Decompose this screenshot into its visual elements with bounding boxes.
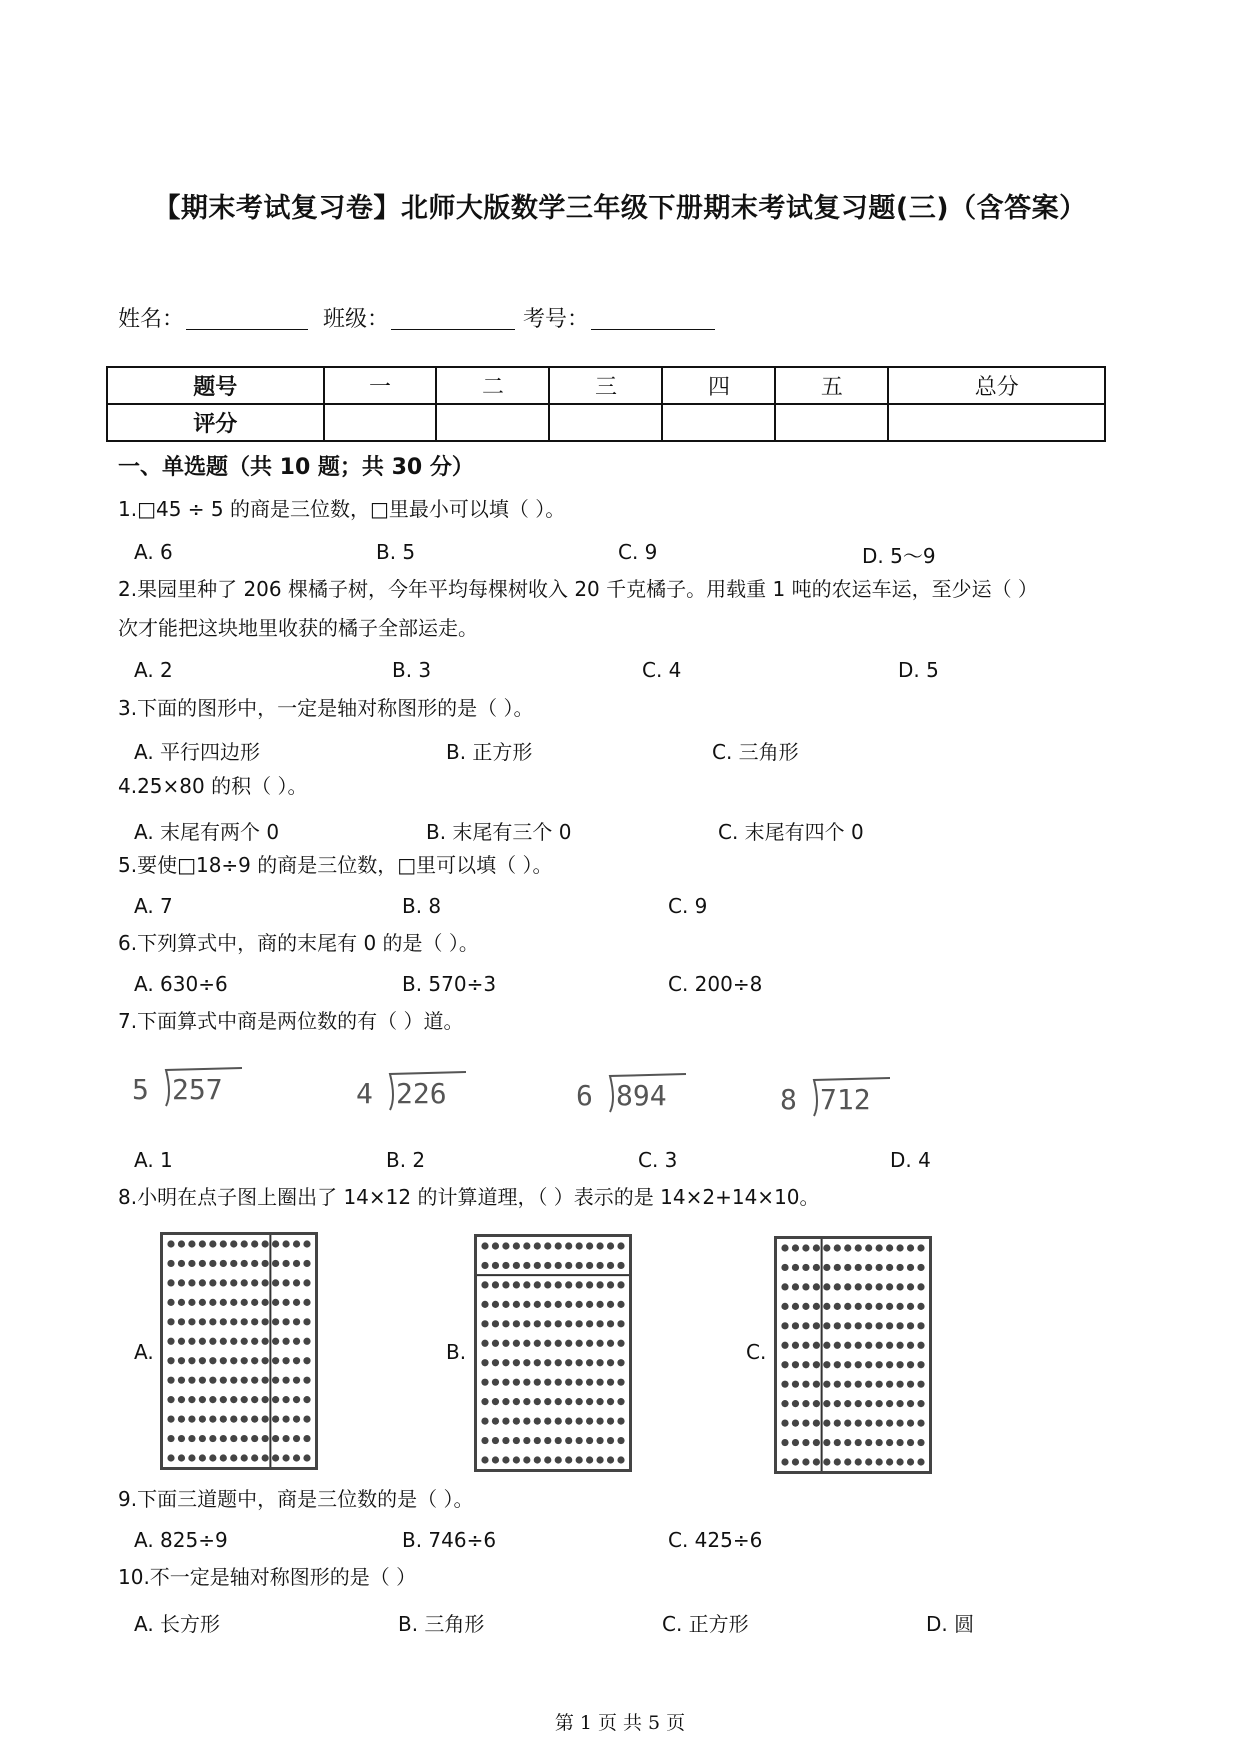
option[interactable]: A. 630÷6 xyxy=(134,972,228,996)
option[interactable]: D. 4 xyxy=(890,1148,931,1172)
option[interactable]: A. 825÷9 xyxy=(134,1528,228,1552)
option[interactable]: C. 425÷6 xyxy=(668,1528,763,1552)
option[interactable]: C. 9 xyxy=(618,540,658,564)
question-7: 7.下面算式中商是两位数的有（ ）道。 xyxy=(118,1009,464,1033)
option[interactable]: C. xyxy=(746,1340,767,1364)
dividend: 712 xyxy=(820,1083,871,1116)
score-input-cell[interactable] xyxy=(888,404,1105,441)
class-blank[interactable] xyxy=(391,307,515,330)
divisor: 6 xyxy=(576,1079,593,1112)
question-9: 9.下面三道题中，商是三位数的是（ ）。 xyxy=(118,1487,474,1511)
divisor: 8 xyxy=(780,1083,797,1116)
long-division-figure xyxy=(132,1060,252,1110)
name-label: 姓名： xyxy=(118,307,185,332)
option[interactable]: A. 7 xyxy=(134,894,173,918)
page-footer: 第 1 页 共 5 页 xyxy=(554,1712,686,1734)
option[interactable]: C. 4 xyxy=(642,658,682,682)
option[interactable]: B. xyxy=(446,1340,467,1364)
score-table-score-row xyxy=(107,404,1105,441)
option[interactable]: B. 三角形 xyxy=(398,1612,485,1636)
option[interactable]: B. 5 xyxy=(376,540,416,564)
student-info-line xyxy=(118,302,723,333)
exam-title: 【期末考试复习卷】北师大版数学三年级下册期末考试复习题(三)（含答案） xyxy=(153,193,1087,224)
question-6: 6.下列算式中，商的末尾有 0 的是（ ）。 xyxy=(118,931,479,955)
option[interactable]: D. 5～9 xyxy=(862,544,936,568)
score-cell: 三 xyxy=(549,367,662,404)
score-cell: 总分 xyxy=(888,367,1105,404)
dividend: 226 xyxy=(396,1077,447,1110)
section-heading: 一、单选题（共 10 题；共 30 分） xyxy=(118,455,474,480)
score-cell: 评分 xyxy=(107,404,324,441)
option[interactable]: C. 三角形 xyxy=(712,740,799,764)
option[interactable]: D. 5 xyxy=(898,658,939,682)
score-input-cell[interactable] xyxy=(662,404,775,441)
option[interactable]: B. 3 xyxy=(392,658,432,682)
option[interactable]: D. 圆 xyxy=(926,1612,975,1636)
question-10: 10.不一定是轴对称图形的是（ ） xyxy=(118,1565,417,1589)
score-cell: 题号 xyxy=(107,367,324,404)
dot-array-figure-a xyxy=(160,1232,318,1470)
question-1: 1.□45 ÷ 5 的商是三位数，□里最小可以填（ ）。 xyxy=(118,497,566,521)
long-division-figure xyxy=(356,1064,476,1114)
option[interactable]: B. 2 xyxy=(386,1148,426,1172)
dividend: 257 xyxy=(172,1073,223,1106)
class-label: 班级： xyxy=(323,307,390,332)
name-blank[interactable] xyxy=(186,307,308,330)
id-blank[interactable] xyxy=(591,307,715,330)
option[interactable]: B. 末尾有三个 0 xyxy=(426,820,572,844)
score-cell: 四 xyxy=(662,367,775,404)
score-cell: 一 xyxy=(324,367,437,404)
option[interactable]: C. 3 xyxy=(638,1148,678,1172)
divisor: 4 xyxy=(356,1077,373,1110)
score-input-cell[interactable] xyxy=(549,404,662,441)
option[interactable]: B. 746÷6 xyxy=(402,1528,497,1552)
dot-array-figure-c xyxy=(774,1236,932,1474)
question-4: 4.25×80 的积（ ）。 xyxy=(118,774,308,798)
question-2: 2.果园里种了 206 棵橘子树，今年平均每棵树收入 20 千克橘子。用载重 1 吨的农运车运，至少运（ ） xyxy=(118,577,1038,601)
option[interactable]: C. 末尾有四个 0 xyxy=(718,820,864,844)
long-division-figure xyxy=(780,1070,900,1120)
long-division-figure xyxy=(576,1066,696,1116)
score-table-header-row xyxy=(107,367,1105,404)
option[interactable]: B. 570÷3 xyxy=(402,972,497,996)
option[interactable]: C. 200÷8 xyxy=(668,972,763,996)
dot-array-figure-b xyxy=(474,1234,632,1472)
option[interactable]: B. 正方形 xyxy=(446,740,533,764)
score-cell: 五 xyxy=(775,367,888,404)
score-input-cell[interactable] xyxy=(775,404,888,441)
question-5: 5.要使□18÷9 的商是三位数，□里可以填（ ）。 xyxy=(118,853,553,877)
option[interactable]: A. 6 xyxy=(134,540,173,564)
dividend: 894 xyxy=(616,1079,667,1112)
score-input-cell[interactable] xyxy=(436,404,549,441)
option[interactable]: A. 平行四边形 xyxy=(134,740,261,764)
option[interactable]: A. 2 xyxy=(134,658,173,682)
question-2-cont: 次才能把这块地里收获的橘子全部运走。 xyxy=(118,616,478,640)
score-table xyxy=(106,366,1106,442)
id-label: 考号： xyxy=(523,307,590,332)
divisor: 5 xyxy=(132,1073,149,1106)
score-cell: 二 xyxy=(436,367,549,404)
option[interactable]: C. 9 xyxy=(668,894,708,918)
option[interactable]: C. 正方形 xyxy=(662,1612,749,1636)
option[interactable]: A. 1 xyxy=(134,1148,173,1172)
option[interactable]: B. 8 xyxy=(402,894,442,918)
option[interactable]: A. 长方形 xyxy=(134,1612,221,1636)
option[interactable]: A. 末尾有两个 0 xyxy=(134,820,280,844)
question-8: 8.小明在点子图上圈出了 14×12 的计算道理，（ ）表示的是 14×2+14×10。 xyxy=(118,1185,820,1209)
question-3: 3.下面的图形中，一定是轴对称图形的是（ ）。 xyxy=(118,696,534,720)
score-input-cell[interactable] xyxy=(324,404,437,441)
option[interactable]: A. xyxy=(134,1340,154,1364)
